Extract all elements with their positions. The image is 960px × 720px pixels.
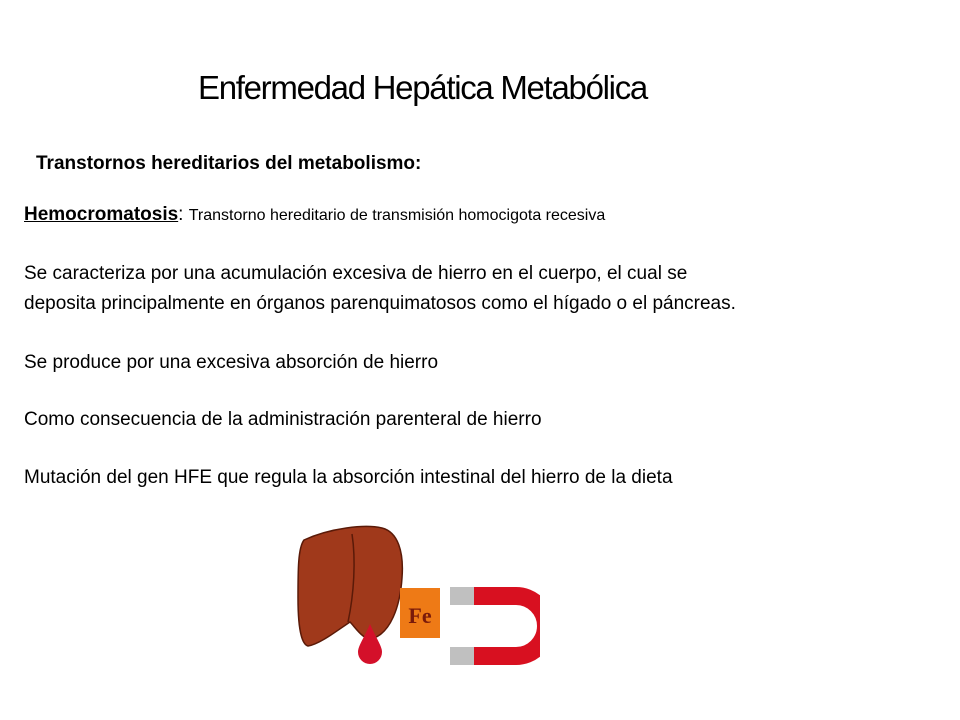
hemochromatosis-illustration	[290, 520, 540, 670]
characterization-line-1: Se caracteriza por una acumulación excesiva de hierro en el cuerpo, el cual se	[24, 263, 688, 284]
cause-mutation: Mutación del gen HFE que regula la absorción intestinal del hierro de la dieta	[24, 467, 673, 488]
cause-parenteral: Como consecuencia de la administración parenteral de hierro	[24, 409, 542, 430]
characterization-line-2: deposita principalmente en órganos parenquimatosos como el hígado o el páncreas.	[24, 293, 736, 314]
magnet-icon	[450, 587, 540, 665]
definition-term: Hemocromatosis	[24, 204, 179, 225]
cause-absorption: Se produce por una excesiva absorción de hierro	[24, 352, 439, 373]
definition-separator: :	[178, 204, 189, 225]
definition-line	[24, 203, 605, 228]
definition-text: Transtorno hereditario de transmisión homocigota recesiva	[188, 207, 606, 224]
slide-title: Enfermedad Hepática Metabólica	[198, 69, 647, 106]
section-subtitle: Transtornos hereditarios del metabolismo:	[36, 153, 422, 174]
liver-icon	[298, 527, 402, 647]
iron-element-label: Fe	[408, 603, 432, 628]
